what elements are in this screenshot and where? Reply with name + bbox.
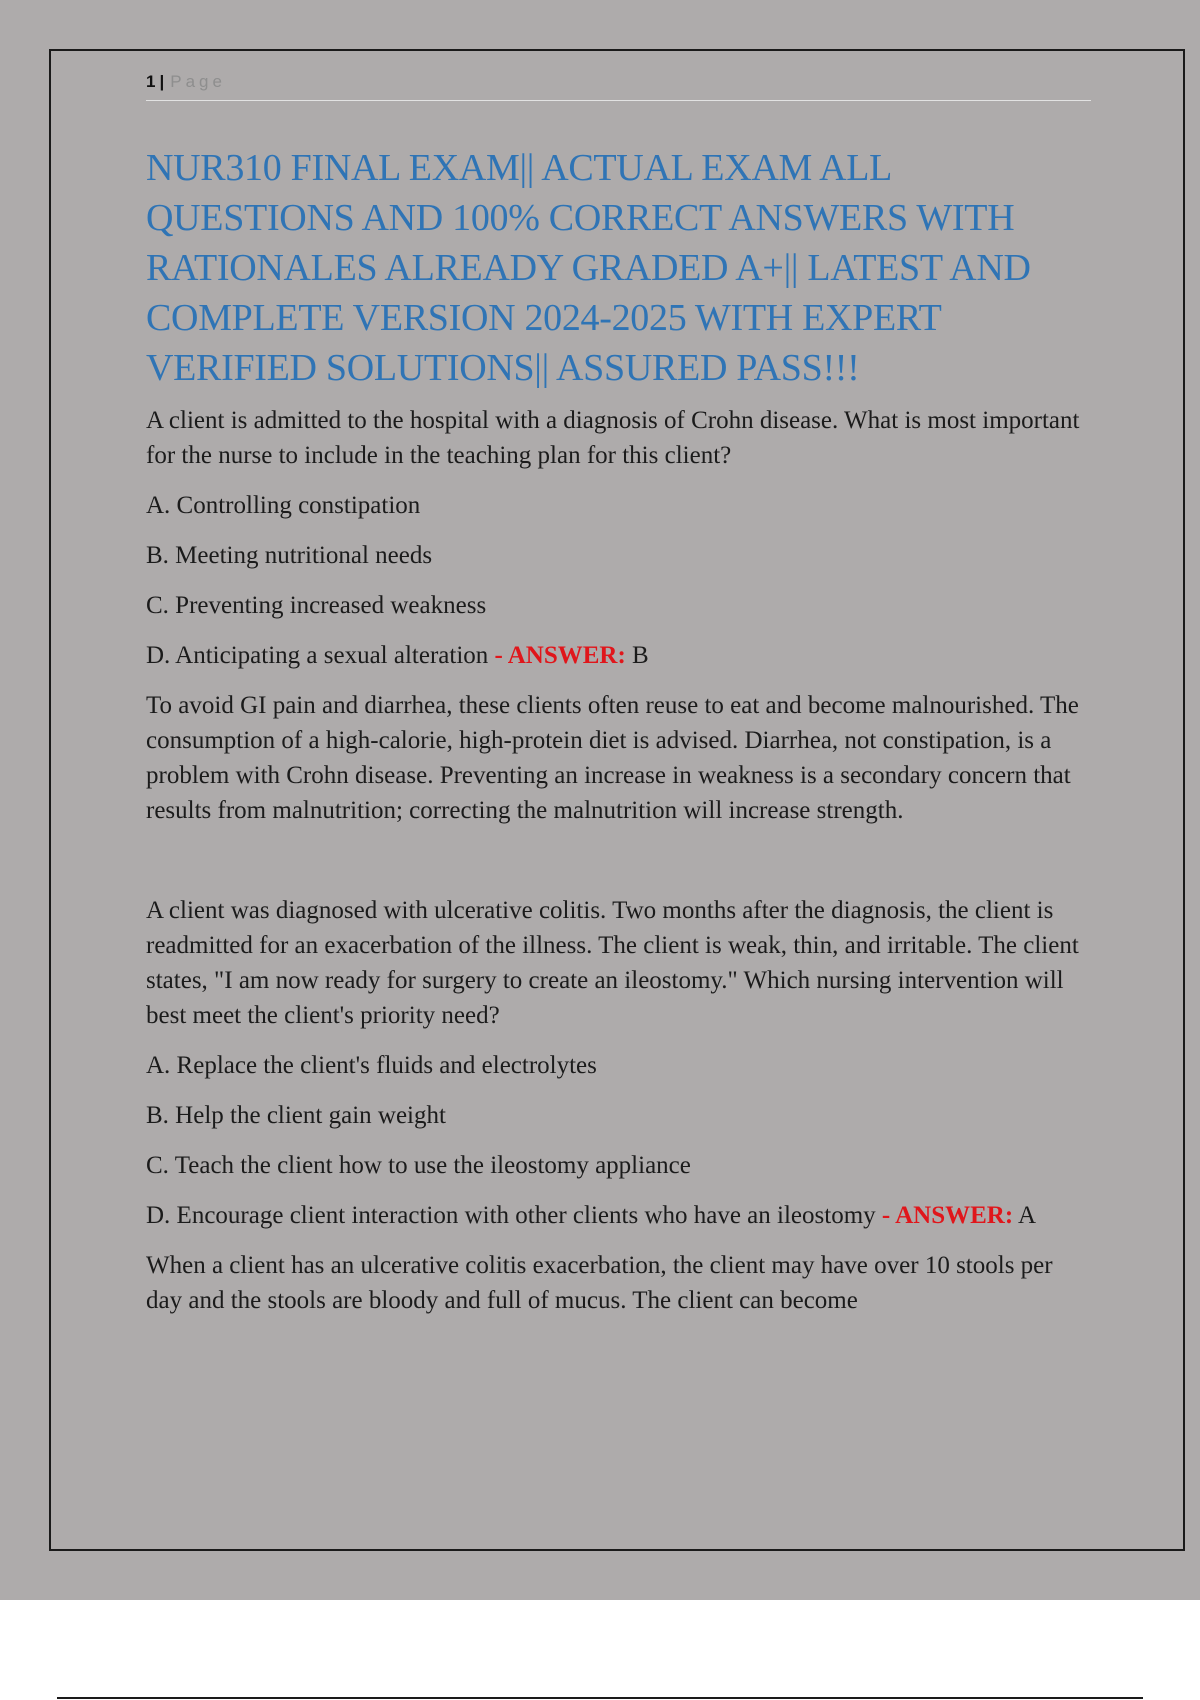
option-c: C. Preventing increased weakness: [146, 592, 487, 619]
question-stem: A client is admitted to the hospital with a diagnosis of Crohn disease. What is most important for the nurse to include in the teaching plan for this client?: [146, 407, 1080, 469]
option-d: [146, 1198, 1091, 1233]
rationale: When a client has an ulcerative colitis exacerbation, the client may have over 10 stools per day and the stools are bloody and full of mucus. The client can become: [146, 1252, 1053, 1314]
option-d: [146, 638, 1091, 673]
section-gap: [146, 843, 1091, 893]
question-block: [146, 893, 1091, 1318]
option-d-text: D. Encourage client interaction with other clients who have an ileostomy: [146, 1202, 876, 1229]
next-page-rule: [57, 1697, 1143, 1699]
option-b: B. Meeting nutritional needs: [146, 542, 433, 569]
document-title: NUR310 FINAL EXAM|| ACTUAL EXAM ALL QUESTIONS AND 100% CORRECT ANSWERS WITH RATIONALES ALREADY GRADED A+|| LATEST AND COMPLETE VERSION 2024-2025 WITH EXPERT VERIFIED SOLUTIONS|| ASSURED PASS!!!: [146, 147, 1031, 389]
page-header: [146, 68, 1091, 101]
question-block: [146, 403, 1091, 828]
answer-label: - ANSWER:: [881, 1202, 1014, 1229]
answer-label: - ANSWER:: [494, 642, 626, 669]
page-separator: |: [159, 72, 165, 91]
option-c: C. Teach the client how to use the ileostomy appliance: [146, 1152, 691, 1179]
answer-value: A: [1018, 1202, 1037, 1229]
rationale: To avoid GI pain and diarrhea, these clients often reuse to eat and become malnourished. The consumption of a high-calorie, high-protein diet is advised. Diarrhea, not constipation, is a problem with Crohn disease. Preventing an increase in weakness is a secondary concern that results from malnutrition; correcting the malnutrition will increase strength.: [146, 692, 1079, 824]
document-page: [146, 68, 1091, 1333]
option-a: A. Replace the client's fluids and electrolytes: [146, 1052, 597, 1079]
answer-value: B: [632, 642, 649, 669]
option-d-text: D. Anticipating a sexual alteration: [146, 642, 489, 669]
question-stem: A client was diagnosed with ulcerative colitis. Two months after the diagnosis, the client is readmitted for an exacerbation of the illness. The client is weak, thin, and irritable. The client states, "I am now ready for surgery to create an ileostomy." Which nursing intervention will best meet the client's priority need?: [146, 897, 1079, 1029]
page-number: 1: [146, 72, 156, 91]
option-a: A. Controlling constipation: [146, 492, 421, 519]
page-word: Page: [170, 72, 226, 91]
option-b: B. Help the client gain weight: [146, 1102, 446, 1129]
